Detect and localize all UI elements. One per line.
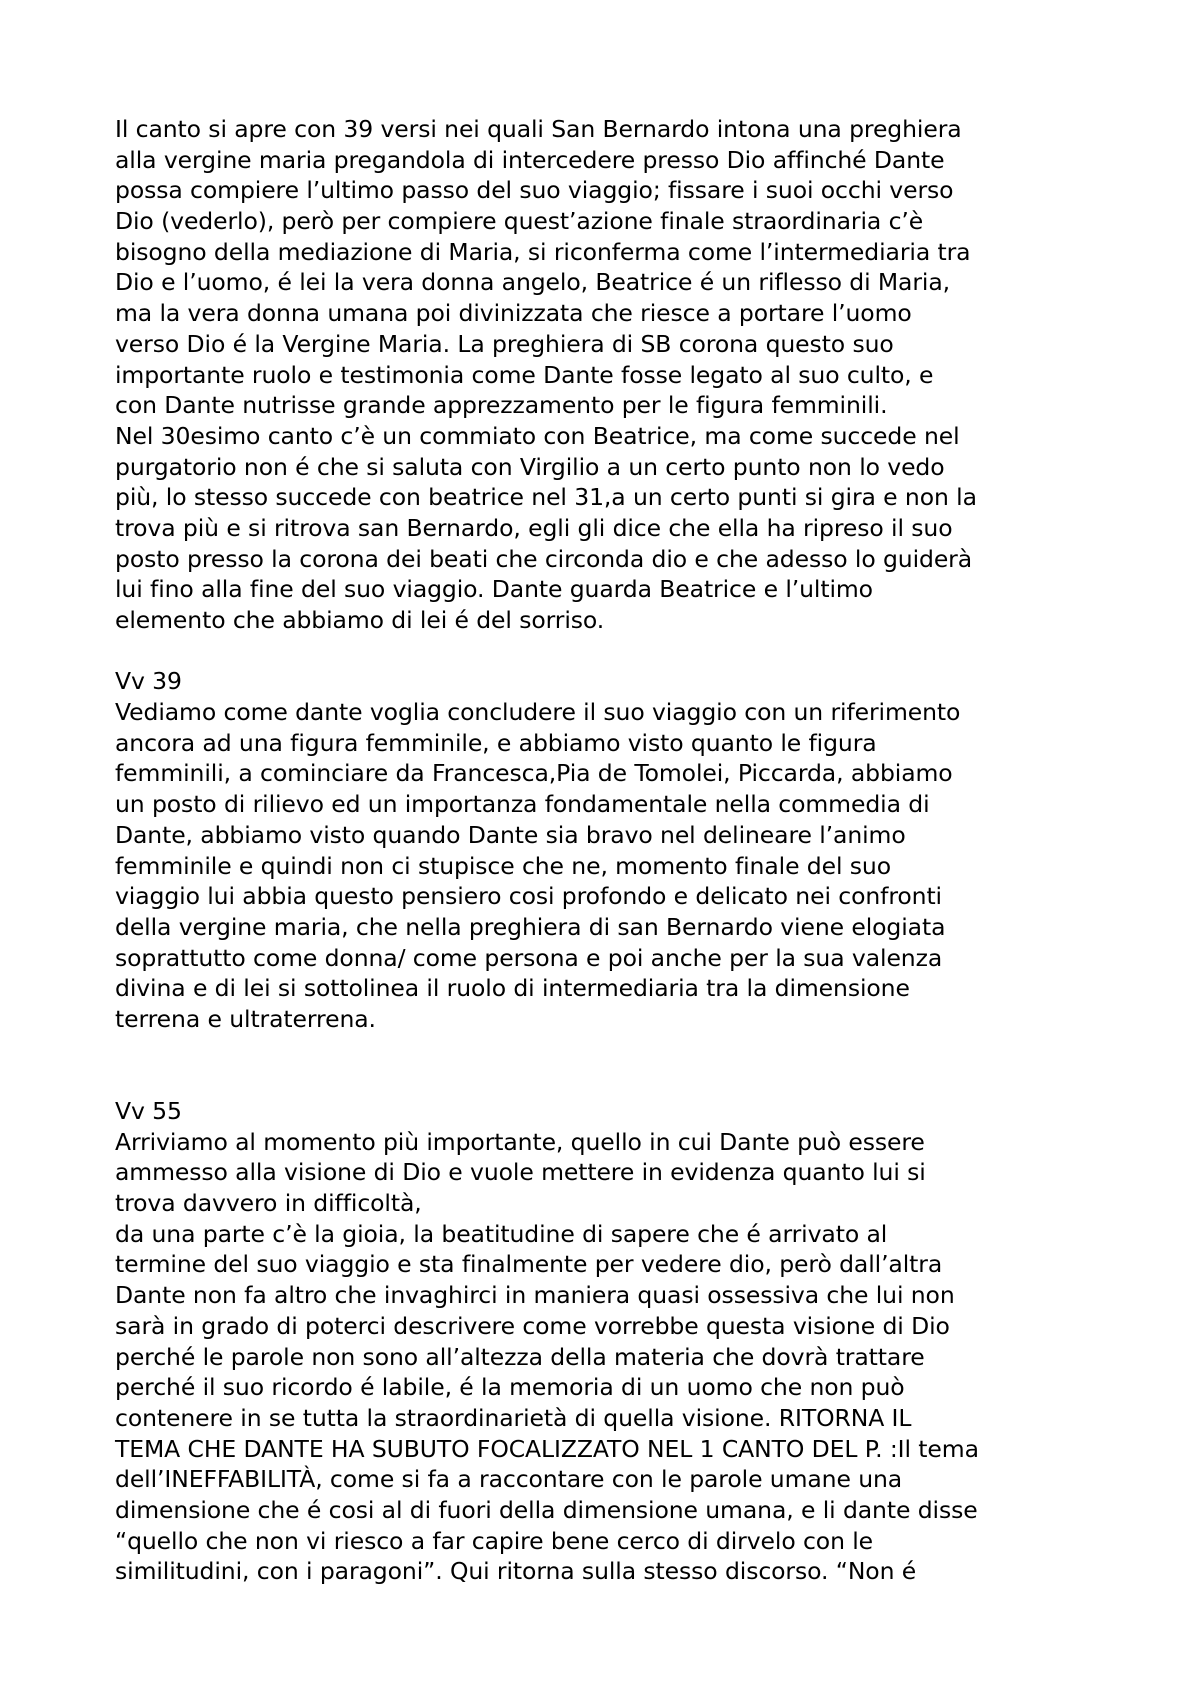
- text-line: della vergine maria, che nella preghiera di san Bernardo viene elogiata: [115, 912, 946, 941]
- text-line: dell’INEFFABILITÀ, come si fa a raccontare con le parole umane una: [115, 1465, 903, 1494]
- text-line: “quello che non vi riesco a far capire bene cerco di dirvelo con le: [115, 1526, 874, 1555]
- text-line: bisogno della mediazione di Maria, si riconferma come l’intermediaria tra: [115, 237, 971, 266]
- text-line: da una parte c’è la gioia, la beatitudine di sapere che é arrivato al: [115, 1219, 888, 1248]
- text-line: ancora ad una figura femminile, e abbiamo visto quanto le figura: [115, 728, 877, 757]
- text-line: alla vergine maria pregandola di intercedere presso Dio affinché Dante: [115, 145, 945, 174]
- text-line: femminili, a cominciare da Francesca,Pia de Tomolei, Piccarda, abbiamo: [115, 759, 953, 788]
- blank-line: [115, 636, 1115, 667]
- blank-line: [115, 1065, 1115, 1096]
- text-line: viaggio lui abbia questo pensiero cosi profondo e delicato nei confronti: [115, 882, 942, 911]
- text-line: termine del suo viaggio e sta finalmente per vedere dio, però dall’altra: [115, 1250, 943, 1279]
- text-line: perché il suo ricordo é labile, é la memoria di un uomo che non può: [115, 1373, 905, 1402]
- text-line: sarà in grado di poterci descrivere come vorrebbe questa visione di Dio: [115, 1311, 950, 1340]
- text-line: Dante non fa altro che invaghirci in maniera quasi ossessiva che lui non: [115, 1281, 955, 1310]
- text-line: trova davvero in difficoltà,: [115, 1189, 422, 1218]
- text-line: divina e di lei si sottolinea il ruolo di intermediaria tra la dimensione: [115, 974, 910, 1003]
- text-line: Arriviamo al momento più importante, quello in cui Dante può essere: [115, 1127, 925, 1156]
- text-line: similitudini, con i paragoni”. Qui ritorna sulla stesso discorso. “Non é: [115, 1557, 917, 1586]
- text-line: terrena e ultraterrena.: [115, 1004, 376, 1033]
- text-line: contenere in se tutta la straordinarietà di quella visione. RITORNA IL: [115, 1403, 912, 1432]
- text-line: possa compiere l’ultimo passo del suo viaggio; fissare i suoi occhi verso: [115, 176, 954, 205]
- text-line: Nel 30esimo canto c’è un commiato con Beatrice, ma come succede nel: [115, 421, 960, 450]
- text-line: verso Dio é la Vergine Maria. La preghiera di SB corona questo suo: [115, 329, 894, 358]
- text-line: ammesso alla visione di Dio e vuole mettere in evidenza quanto lui si: [115, 1158, 926, 1187]
- text-line: Dio e l’uomo, é lei la vera donna angelo, Beatrice é un riflesso di Maria,: [115, 268, 951, 297]
- text-line: Il canto si apre con 39 versi nei quali San Bernardo intona una preghiera: [115, 115, 962, 143]
- blank-line: [115, 1035, 1115, 1066]
- text-line: Dio (vederlo), però per compiere quest’azione finale straordinaria c’è: [115, 207, 924, 236]
- text-line: Vv 39: [115, 667, 182, 696]
- text-line: importante ruolo e testimonia come Dante fosse legato al suo culto, e: [115, 360, 934, 389]
- text-line: trova più e si ritrova san Bernardo, egli gli dice che ella ha ripreso il suo: [115, 513, 953, 542]
- text-line: posto presso la corona dei beati che circonda dio e che adesso lo guiderà: [115, 544, 973, 573]
- text-line: con Dante nutrisse grande apprezzamento per le figura femminili.: [115, 391, 888, 420]
- text-line: un posto di rilievo ed un importanza fondamentale nella commedia di: [115, 790, 930, 819]
- text-line: perché le parole non sono all’altezza della materia che dovrà trattare: [115, 1342, 925, 1371]
- text-line: TEMA CHE DANTE HA SUBUTO FOCALIZZATO NEL 1 CANTO DEL P. :Il tema: [115, 1434, 979, 1463]
- text-line: soprattutto come donna/ come persona e poi anche per la sua valenza: [115, 943, 943, 972]
- text-line: ma la vera donna umana poi divinizzata che riesce a portare l’uomo: [115, 299, 912, 328]
- text-line: dimensione che é cosi al di fuori della dimensione umana, e li dante disse: [115, 1495, 978, 1524]
- text-line: Vediamo come dante voglia concludere il suo viaggio con un riferimento: [115, 698, 961, 727]
- document-body: [115, 114, 1115, 1587]
- text-line: lui fino alla fine del suo viaggio. Dante guarda Beatrice e l’ultimo: [115, 575, 873, 604]
- text-line: Vv 55: [115, 1097, 182, 1125]
- text-line: più, lo stesso succede con beatrice nel 31,a un certo punti si gira e non la: [115, 483, 977, 512]
- text-line: femminile e quindi non ci stupisce che ne, momento finale del suo: [115, 851, 892, 880]
- text-line: Dante, abbiamo visto quando Dante sia bravo nel delineare l’animo: [115, 820, 906, 849]
- text-line: purgatorio non é che si saluta con Virgilio a un certo punto non lo vedo: [115, 452, 945, 481]
- text-line: elemento che abbiamo di lei é del sorriso.: [115, 606, 605, 634]
